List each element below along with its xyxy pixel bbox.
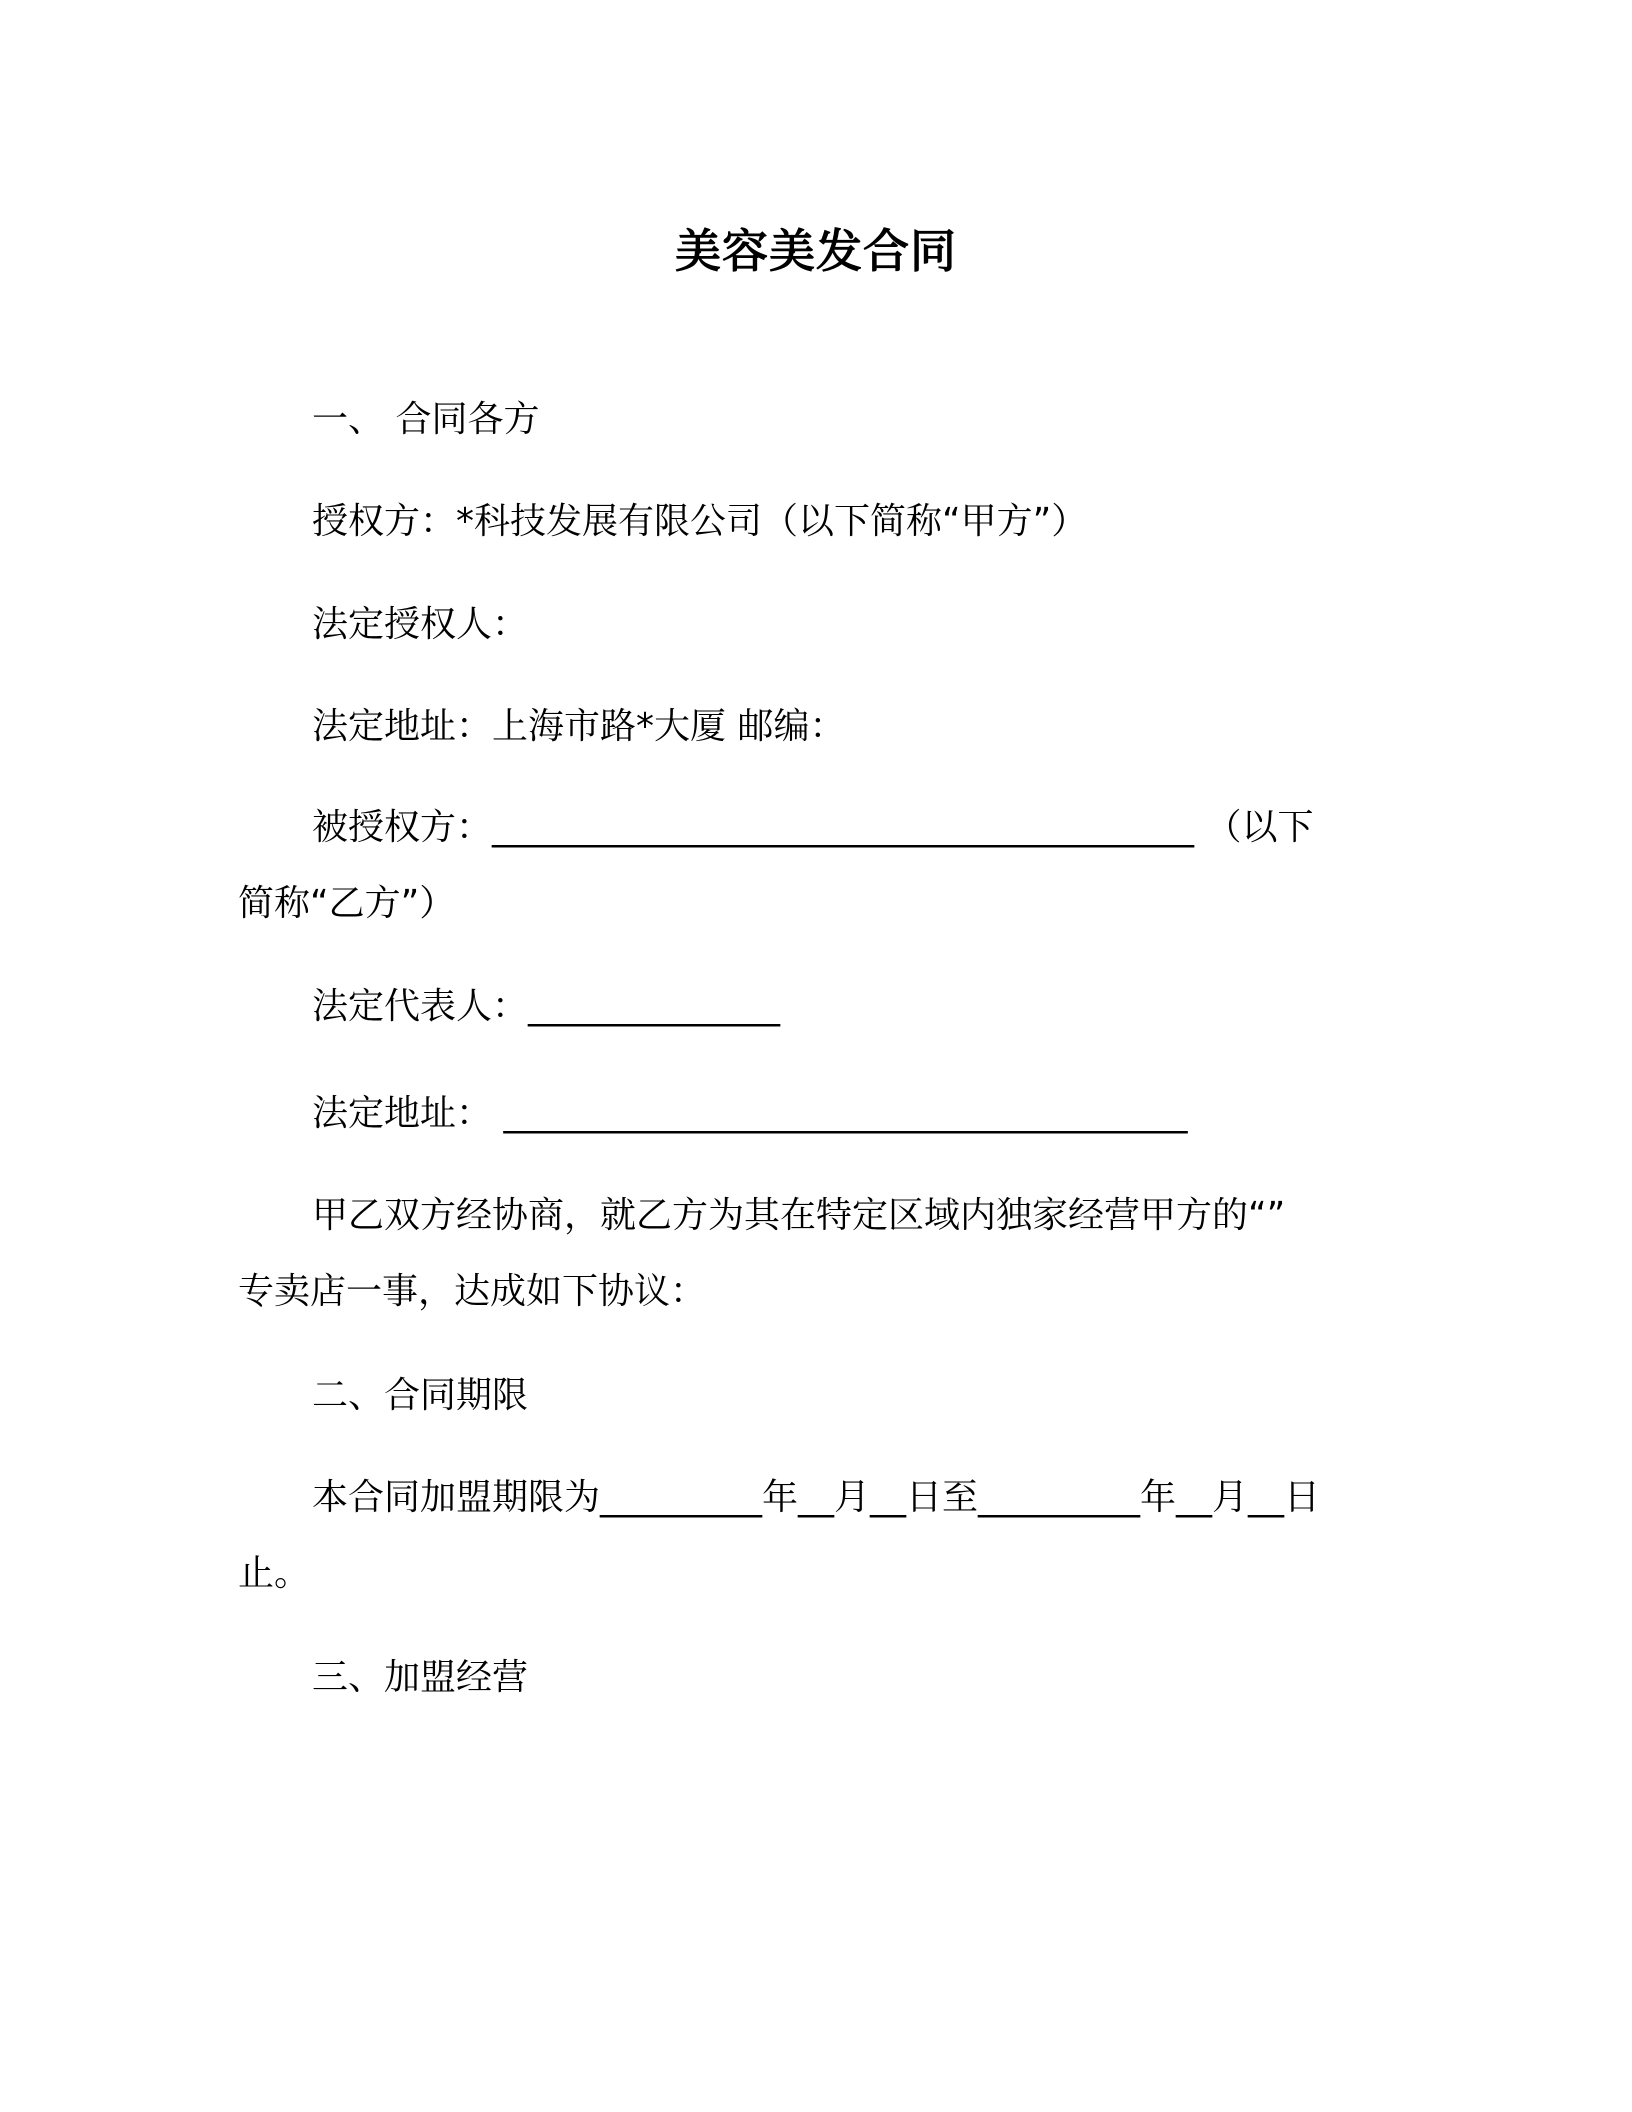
section-heading-parties: 一、 合同各方: [312, 399, 540, 440]
party-b-line-continued: 简称“乙方”）: [238, 883, 456, 924]
party-a-line: 授权方：*科技发展有限公司（以下简称“甲方”）: [312, 501, 1088, 542]
term-paragraph: 本合同加盟期限为_________年__月__日至_________年__月__日: [312, 1477, 1321, 1518]
party-b-address-line: 法定地址： ______________________________________: [312, 1093, 1188, 1134]
document-title: 美容美发合同: [675, 224, 957, 278]
section-heading-franchise: 三、加盟经营: [312, 1657, 529, 1698]
legal-representative-line: 法定代表人：______________: [312, 986, 781, 1027]
party-a-address-line: 法定地址：上海市路*大厦 邮编：: [312, 706, 846, 747]
agreement-paragraph-continued: 专卖店一事，达成如下协议：: [238, 1271, 707, 1312]
party-b-line: 被授权方：_______________________________________ （以下: [312, 807, 1314, 848]
legal-authorizer-line: 法定授权人：: [312, 604, 529, 645]
section-heading-term: 二、合同期限: [312, 1375, 529, 1416]
agreement-paragraph: 甲乙双方经协商，就乙方为其在特定区域内独家经营甲方的“”: [312, 1195, 1286, 1236]
term-paragraph-continued: 止。: [238, 1553, 311, 1594]
